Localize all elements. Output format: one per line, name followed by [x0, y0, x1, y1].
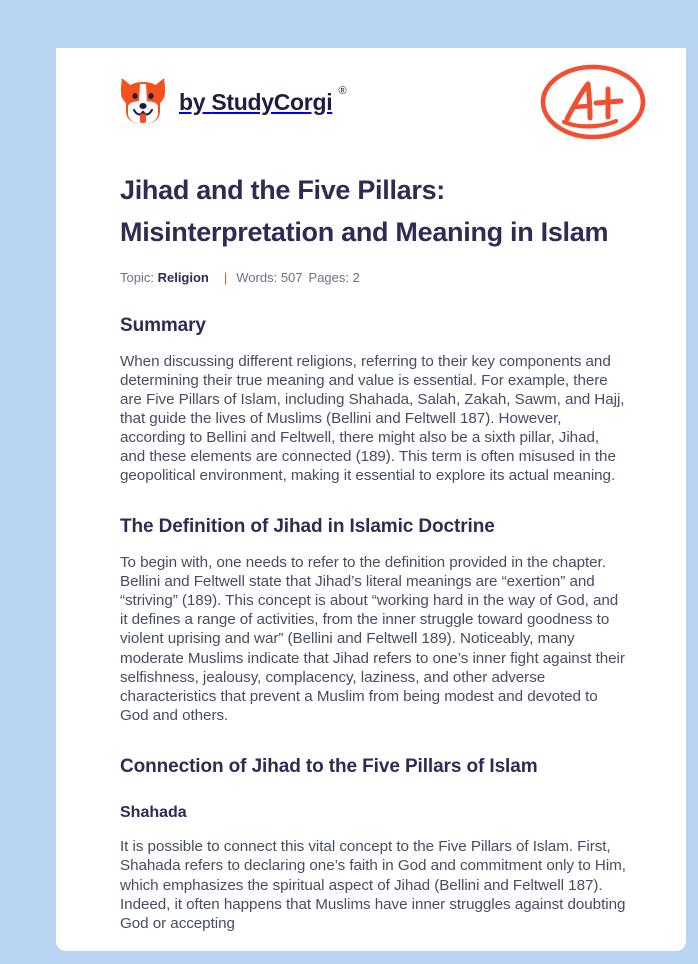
meta-words-value: 507	[280, 270, 303, 285]
section-heading-summary: Summary	[120, 315, 206, 336]
section-paragraph-definition: To begin with, one needs to refer to the definition provided in the chapter. Bellini and Feltwell state that Jihad’s literal meanings are “exertion” and “striving” (189). This concept is about “working hard in the way of God, and it defines a range of activities, from the inner struggle toward goodness to violent uprising and war” (Bellini and Feltwell 189). Noticeably, many moderate Muslims indicate that Jihad refers to one’s inner fight against their selfishness, jealousy, complacency, laziness, and other adverse characteristics that prevent a Muslim from being modest and devoted to God and others.	[120, 554, 625, 724]
subsection-paragraph-shahada: It is possible to connect this vital concept to the Five Pillars of Islam. First, Shahada refers to declaring one’s faith in God and commitment only to Him, which emphasizes the spiritual aspect of Jihad (Bellini and Feltwell 187). Indeed, it often happens that Muslims have inner struggles against doubting God or accepting	[120, 838, 626, 932]
brand-prefix: by	[179, 88, 212, 115]
meta-pages-label: Pages:	[308, 270, 350, 285]
meta-topic	[120, 270, 209, 285]
registered-trademark-mark: ®	[338, 84, 347, 97]
section-paragraph-summary: When discussing different religions, referring to their key components and determining their true meaning and value is essential. For example, there are Five Pillars of Islam, including Shahada, Salah, Zakah, Sawm, and Hajj, that guide the lives of Muslims (Bellini and Feltwell 187). However, according to Bellini and Feltwell, there might also be a sixth pillar, Jihad, and these elements are connected (189). This term is often misused in the geopolitical environment, making it essential to explore its actual meaning.	[120, 352, 625, 485]
corgi-face-icon	[120, 77, 166, 127]
article-meta	[120, 271, 628, 284]
page-title: Jihad and the Five Pillars: Misinterpretation and Meaning in Islam	[120, 175, 609, 247]
subsection-heading-shahada: Shahada	[120, 803, 187, 821]
meta-words-label: Words:	[236, 270, 278, 285]
brand-wordmark	[179, 84, 347, 115]
meta-topic-value[interactable]: Religion	[157, 270, 209, 285]
meta-pages-value: 2	[352, 270, 360, 285]
meta-topic-label: Topic:	[120, 270, 154, 285]
studycorgi-logo-link[interactable]	[120, 73, 346, 131]
section-heading-definition: The Definition of Jihad in Islamic Doctrine	[120, 516, 495, 538]
meta-pages	[309, 270, 360, 285]
meta-words	[236, 270, 302, 285]
meta-separator: |	[223, 270, 228, 285]
article-paper	[56, 48, 686, 951]
section-heading-connection: Connection of Jihad to the Five Pillars of Islam	[120, 755, 538, 777]
site-masthead	[56, 48, 686, 158]
brand-name: StudyCorgi	[211, 88, 333, 115]
a-plus-circled-icon	[538, 62, 648, 142]
article-content	[120, 170, 628, 933]
